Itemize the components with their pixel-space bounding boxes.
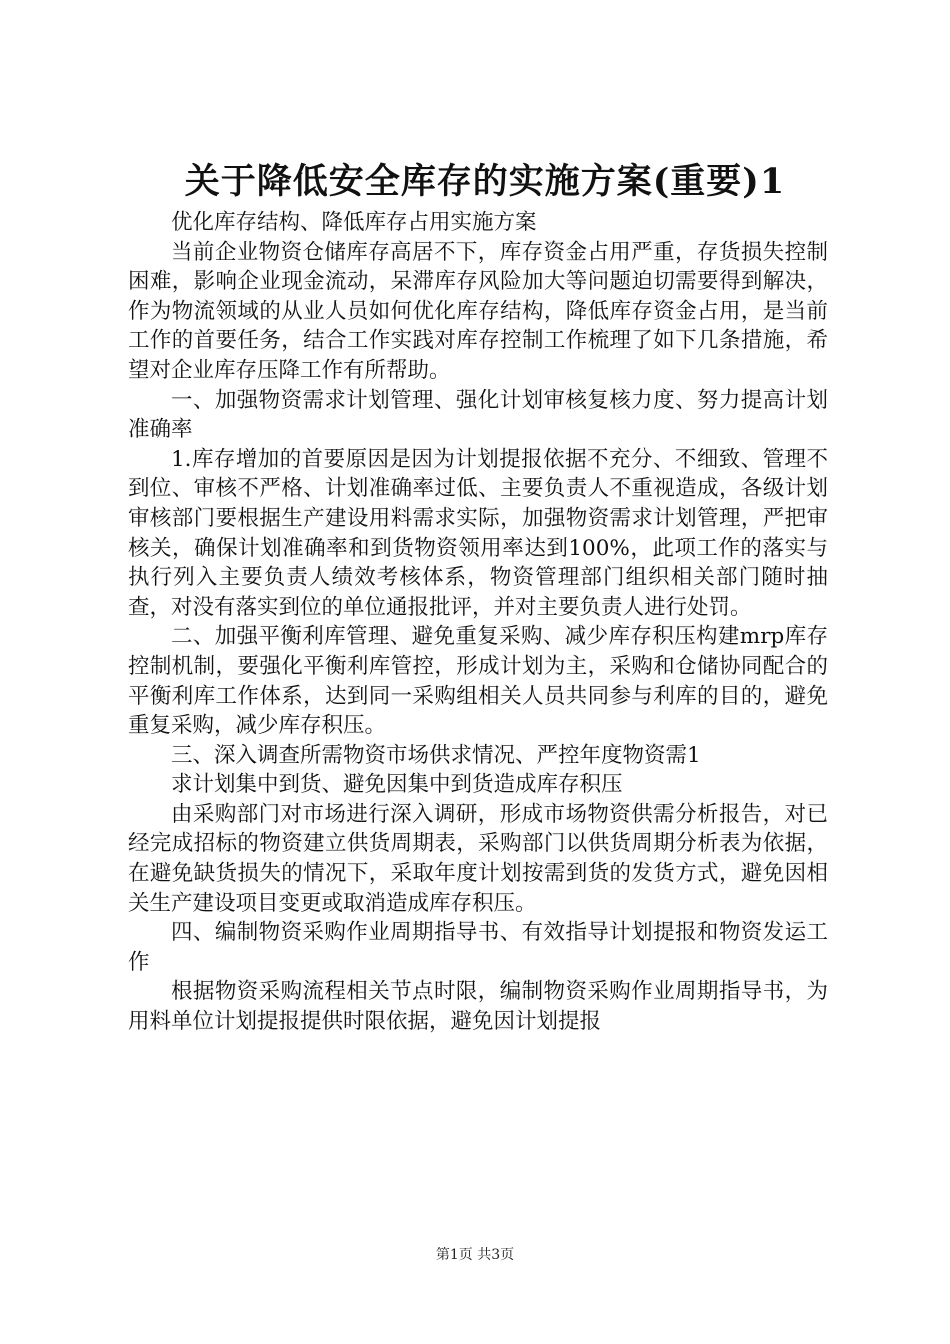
section-heading-3b: 求计划集中到货、避免因集中到货造成库存积压	[171, 772, 623, 798]
paragraph-section-3: 由采购部门对市场进行深入调研，形成市场物资供需分析报告，对已经完成招标的物资建立供货周期表，采购部门以供货周期分析表为依据，在避免缺货损失的情况下，采取年度计划按需到货的发货方式，避免因相关生产建设项目变更或取消造成库存积压。	[128, 801, 828, 916]
section-heading-4: 四、编制物资采购作业周期指导书、有效指导计划提报和物资发运工作	[128, 920, 828, 975]
document-title: 关于降低安全库存的实施方案(重要)1	[184, 161, 786, 202]
paragraph-section-4: 根据物资采购流程相关节点时限，编制物资采购作业周期指导书，为用料单位计划提报提供时限依据，避免因计划提报	[128, 979, 828, 1035]
paragraph-intro: 当前企业物资仓储库存高居不下，库存资金占用严重，存货损失控制困难，影响企业现金流动，呆滞库存风险加大等问题迫切需要得到解决，作为物流领域的从业人员如何优化库存结构，降低库存资金占用，是当前工作的首要任务，结合工作实践对库存控制工作梳理了如下几条措施，希望对企业库存压降工作有所帮助。	[128, 239, 828, 383]
page-footer: 第1页 共3页	[435, 1247, 515, 1263]
section-heading-1: 一、加强物资需求计划管理、强化计划审核复核力度、努力提高计划准确率	[128, 387, 828, 443]
section-heading-2: 二、加强平衡利库管理、避免重复采购、减少库存积压构建mrp库存控制机制，要强化平衡利库管控，形成计划为主，采购和仓储协同配合的平衡利库工作体系，达到同一采购组相关人员共同参与利库的目的，避免重复采购，减少库存积压。	[128, 624, 828, 739]
paragraph-subtitle: 优化库存结构、降低库存占用实施方案	[171, 210, 537, 235]
document-body	[128, 158, 828, 1037]
section-heading-3a: 三、深入调查所需物资市场供求情况、严控年度物资需1	[171, 742, 701, 768]
paragraph-section-1: 1.库存增加的首要原因是因为计划提报依据不充分、不细致、管理不到位、审核不严格、计划准确率过低、主要负责人不重视造成，各级计划审核部门要根据生产建设用料需求实际，加强物资需求计划管理，严把审核关，确保计划准确率和到货物资领用率达到100%，此项工作的落实与执行列入主要负责人绩效考核体系，物资管理部门组织相关部门随时抽查，对没有落实到位的单位通报批评，并对主要负责人进行处罚。	[128, 446, 828, 620]
